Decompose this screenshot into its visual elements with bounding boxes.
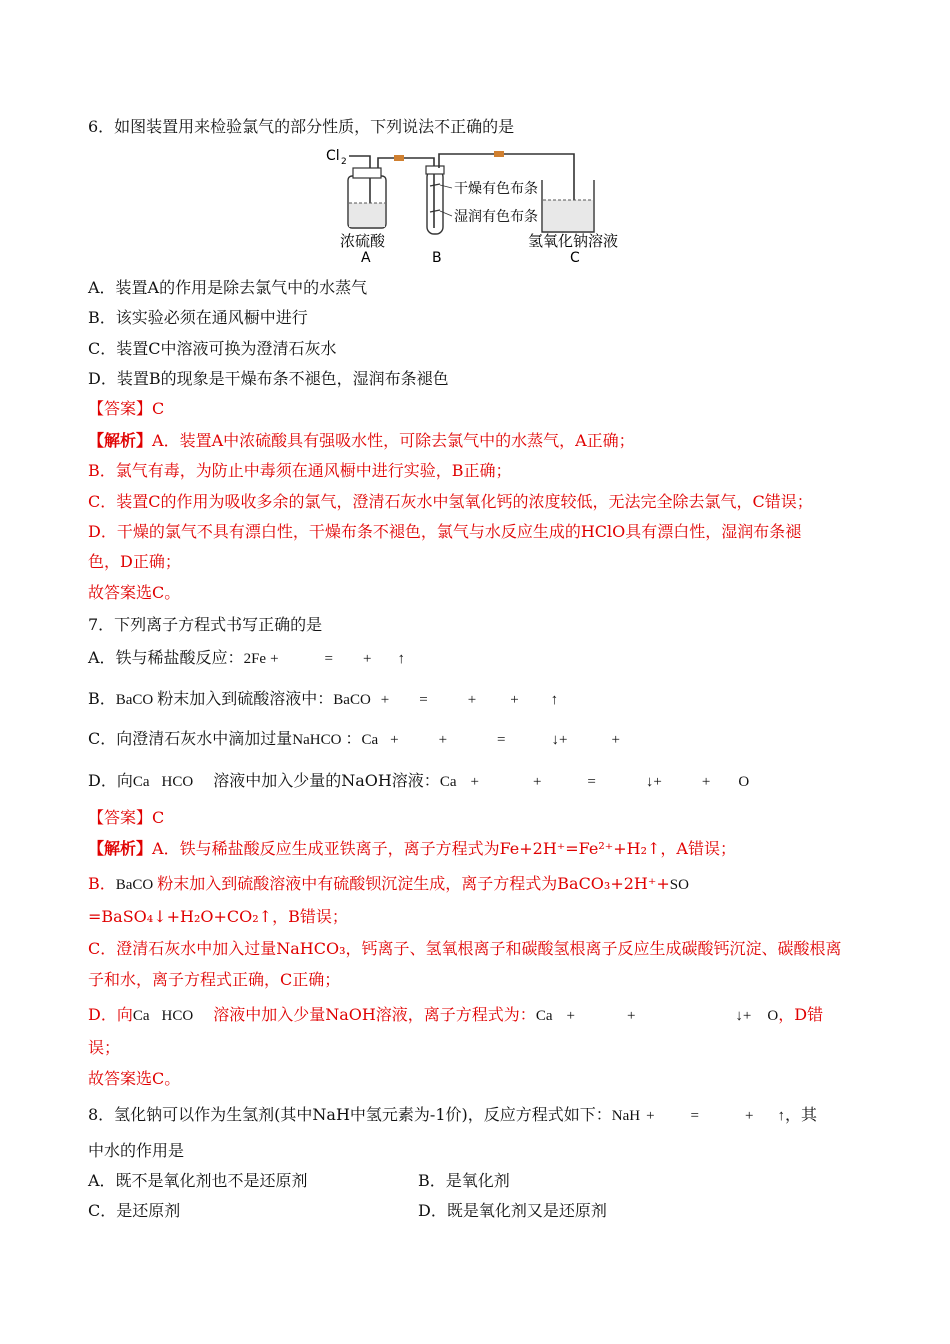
apparatus-figure [318,140,638,266]
q7-analysis-d2: 误； [88,1038,121,1057]
q6-analysis-d2: 色，D正确； [88,552,181,571]
figure-gas: Cl [326,148,340,164]
q7-analysis-c1: C．澄清石灰水中加入过量NaHCO₃，钙离子、氢氧根离子和碳酸氢根离子反应生成碳酸钙沉淀、碳酸根离 [88,939,842,958]
figure-gas-sub: 2 [341,157,347,167]
figure-label-dry: 干燥有色布条 [454,181,538,197]
figure-letter-c: C [570,250,580,266]
q6-analysis-a: 【解析】A．装置A中浓硫酸具有强吸水性，可除去氯气中的水蒸气，A正确； [88,431,635,450]
q6-analysis-b: B．氯气有毒，为防止中毒须在通风橱中进行实验，B正确； [88,461,512,480]
figure-letter-b: B [432,250,442,266]
q8-option-a: A．既不是氧化剂也不是还原剂 [88,1171,308,1190]
analysis-tag: 【解析】 [88,839,153,858]
q8-option-b: B．是氧化剂 [418,1171,510,1190]
figure-name-a: 浓硫酸 [340,232,386,250]
figure-label-wet: 湿润有色布条 [454,209,538,225]
formula: 2Fe [243,651,267,667]
q6-analysis-c: C．装置C的作用为吸收多余的氯气，澄清石灰水中氢氧化钙的浓度较低，无法完全除去氯气，C错误； [88,492,813,511]
q6-stem: 6．如图装置用来检验氯气的部分性质，下列说法不正确的是 [88,117,515,136]
q7-option-d: D．向Ca HCO 溶液中加入少量的NaOH溶液：Ca + + = ↓+ + O [88,771,750,790]
q7-analysis-d: D．向Ca HCO 溶液中加入少量NaOH溶液，离子方程式为：Ca + + ↓+ O，D错 [88,1005,824,1024]
q7-option-a: A．铁与稀盐酸反应：2Fe + = + ↑ [88,648,405,667]
q8-stem: 8．氢化钠可以作为生氢剂(其中NaH中氢元素为-1价)，反应方程式如下：NaH + = + ↑，其 [88,1105,817,1124]
q7-option-b: B．BaCO 粉末加入到硫酸溶液中：BaCO + = + + ↑ [88,689,559,708]
q6-option-c: C．装置C中溶液可换为澄清石灰水 [88,339,337,358]
q7-conclusion: 故答案选C。 [88,1069,181,1088]
formula: Ca [132,774,150,790]
q7-analysis-a: 【解析】A．铁与稀盐酸反应生成亚铁离子，离子方程式为Fe+2H⁺=Fe²⁺+H₂↑，A错误； [88,839,736,858]
formula: NaHCO [292,732,342,748]
q7-analysis-c2: 子和水，离子方程式正确，C正确； [88,970,341,989]
q6-option-d: D．装置B的现象是干燥布条不褪色，湿润布条褪色 [88,369,449,388]
q7-option-c: C．向澄清石灰水中滴加过量NaHCO ：Ca + + = ↓+ + [88,729,620,748]
q7-answer: 【答案】C [88,808,165,827]
formula: BaCO [115,692,154,708]
q6-conclusion: 故答案选C。 [88,583,181,602]
q7-stem: 7．下列离子方程式书写正确的是 [88,615,323,634]
analysis-tag: 【解析】 [88,431,153,450]
figure-letter-a: A [361,250,371,266]
figure-name-c: 氢氧化钠溶液 [528,232,619,250]
q6-analysis-d: D．干燥的氯气不具有漂白性，干燥布条不褪色，氯气与水反应生成的HClO具有漂白性，湿润布条褪 [88,522,802,541]
q7-analysis-b: B．BaCO 粉末加入到硫酸溶液中有硫酸钡沉淀生成，离子方程式为BaCO₃+2H⁺+SO [88,874,689,893]
q8-stem2: 中水的作用是 [88,1141,185,1160]
q6-option-b: B．该实验必须在通风橱中进行 [88,308,308,327]
q8-option-d: D．既是氧化剂又是还原剂 [418,1201,607,1220]
formula: NaH [611,1108,641,1124]
q7-analysis-b2: =BaSO₄↓+H₂O+CO₂↑，B错误； [88,907,348,926]
q6-option-a: A．装置A的作用是除去氯气中的水蒸气 [88,278,368,297]
q8-option-c: C．是还原剂 [88,1201,181,1220]
q6-answer: 【答案】C [88,399,165,418]
